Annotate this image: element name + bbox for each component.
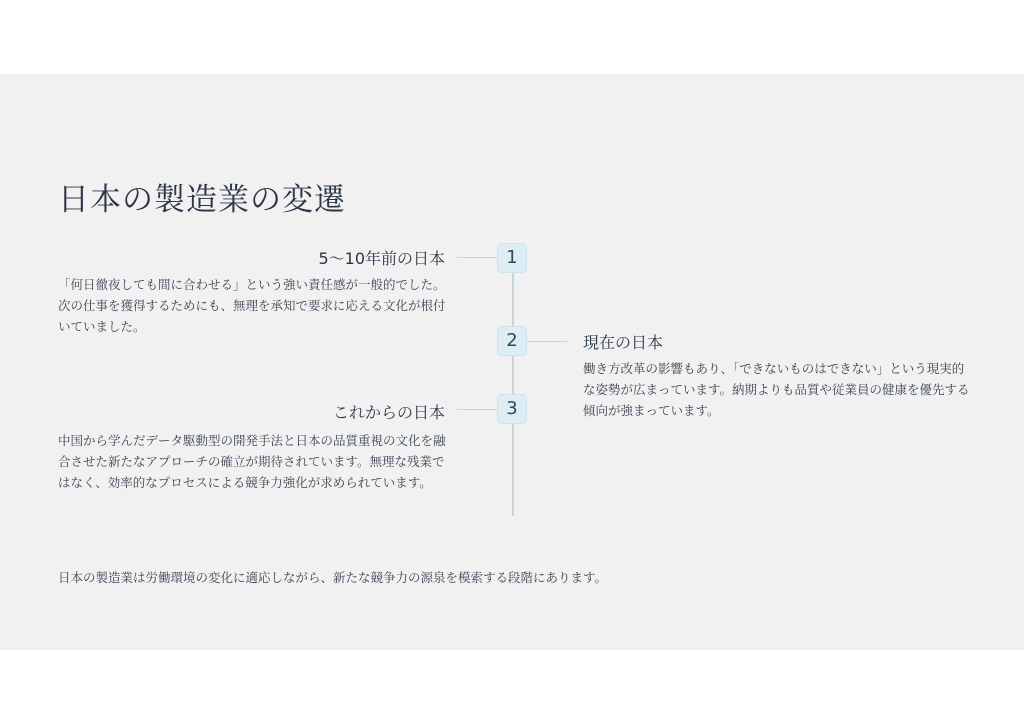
connector-3 bbox=[457, 409, 497, 410]
timeline-heading-2: 現在の日本 bbox=[583, 333, 664, 352]
timeline-node-1: 1 bbox=[497, 243, 527, 273]
timeline-description-2: 働き方改革の影響もあり、「できないものはできない」という現実的な姿勢が広まっています。納期よりも品質や従業員の健康を優先する傾向が強まっています。 bbox=[583, 361, 970, 418]
slide bbox=[0, 74, 1024, 650]
timeline-line bbox=[512, 260, 514, 516]
connector-2 bbox=[527, 341, 567, 342]
timeline-node-2: 2 bbox=[497, 326, 527, 356]
connector-1 bbox=[457, 257, 497, 258]
timeline-node-3: 3 bbox=[497, 394, 527, 424]
slide-footer: 日本の製造業は労働環境の変化に適応しながら、新たな競争力の源泉を模索する段階にあります。 bbox=[58, 570, 608, 585]
timeline-description-1: 「何日徹夜しても間に合わせる」という強い責任感が一般的でした。次の仕事を獲得するためにも、無理を承知で要求に応える文化が根付いていました。 bbox=[58, 277, 446, 334]
timeline-heading-1: 5〜10年前の日本 bbox=[318, 249, 445, 268]
slide-title: 日本の製造業の変遷 bbox=[58, 182, 346, 218]
timeline-heading-3: これからの日本 bbox=[332, 403, 445, 422]
timeline-description-3: 中国から学んだデータ駆動型の開発手法と日本の品質重視の文化を融合させた新たなアプローチの確立が期待されています。無理な残業ではなく、効率的なプロセスによる競争力強化が求められています。 bbox=[58, 433, 446, 490]
